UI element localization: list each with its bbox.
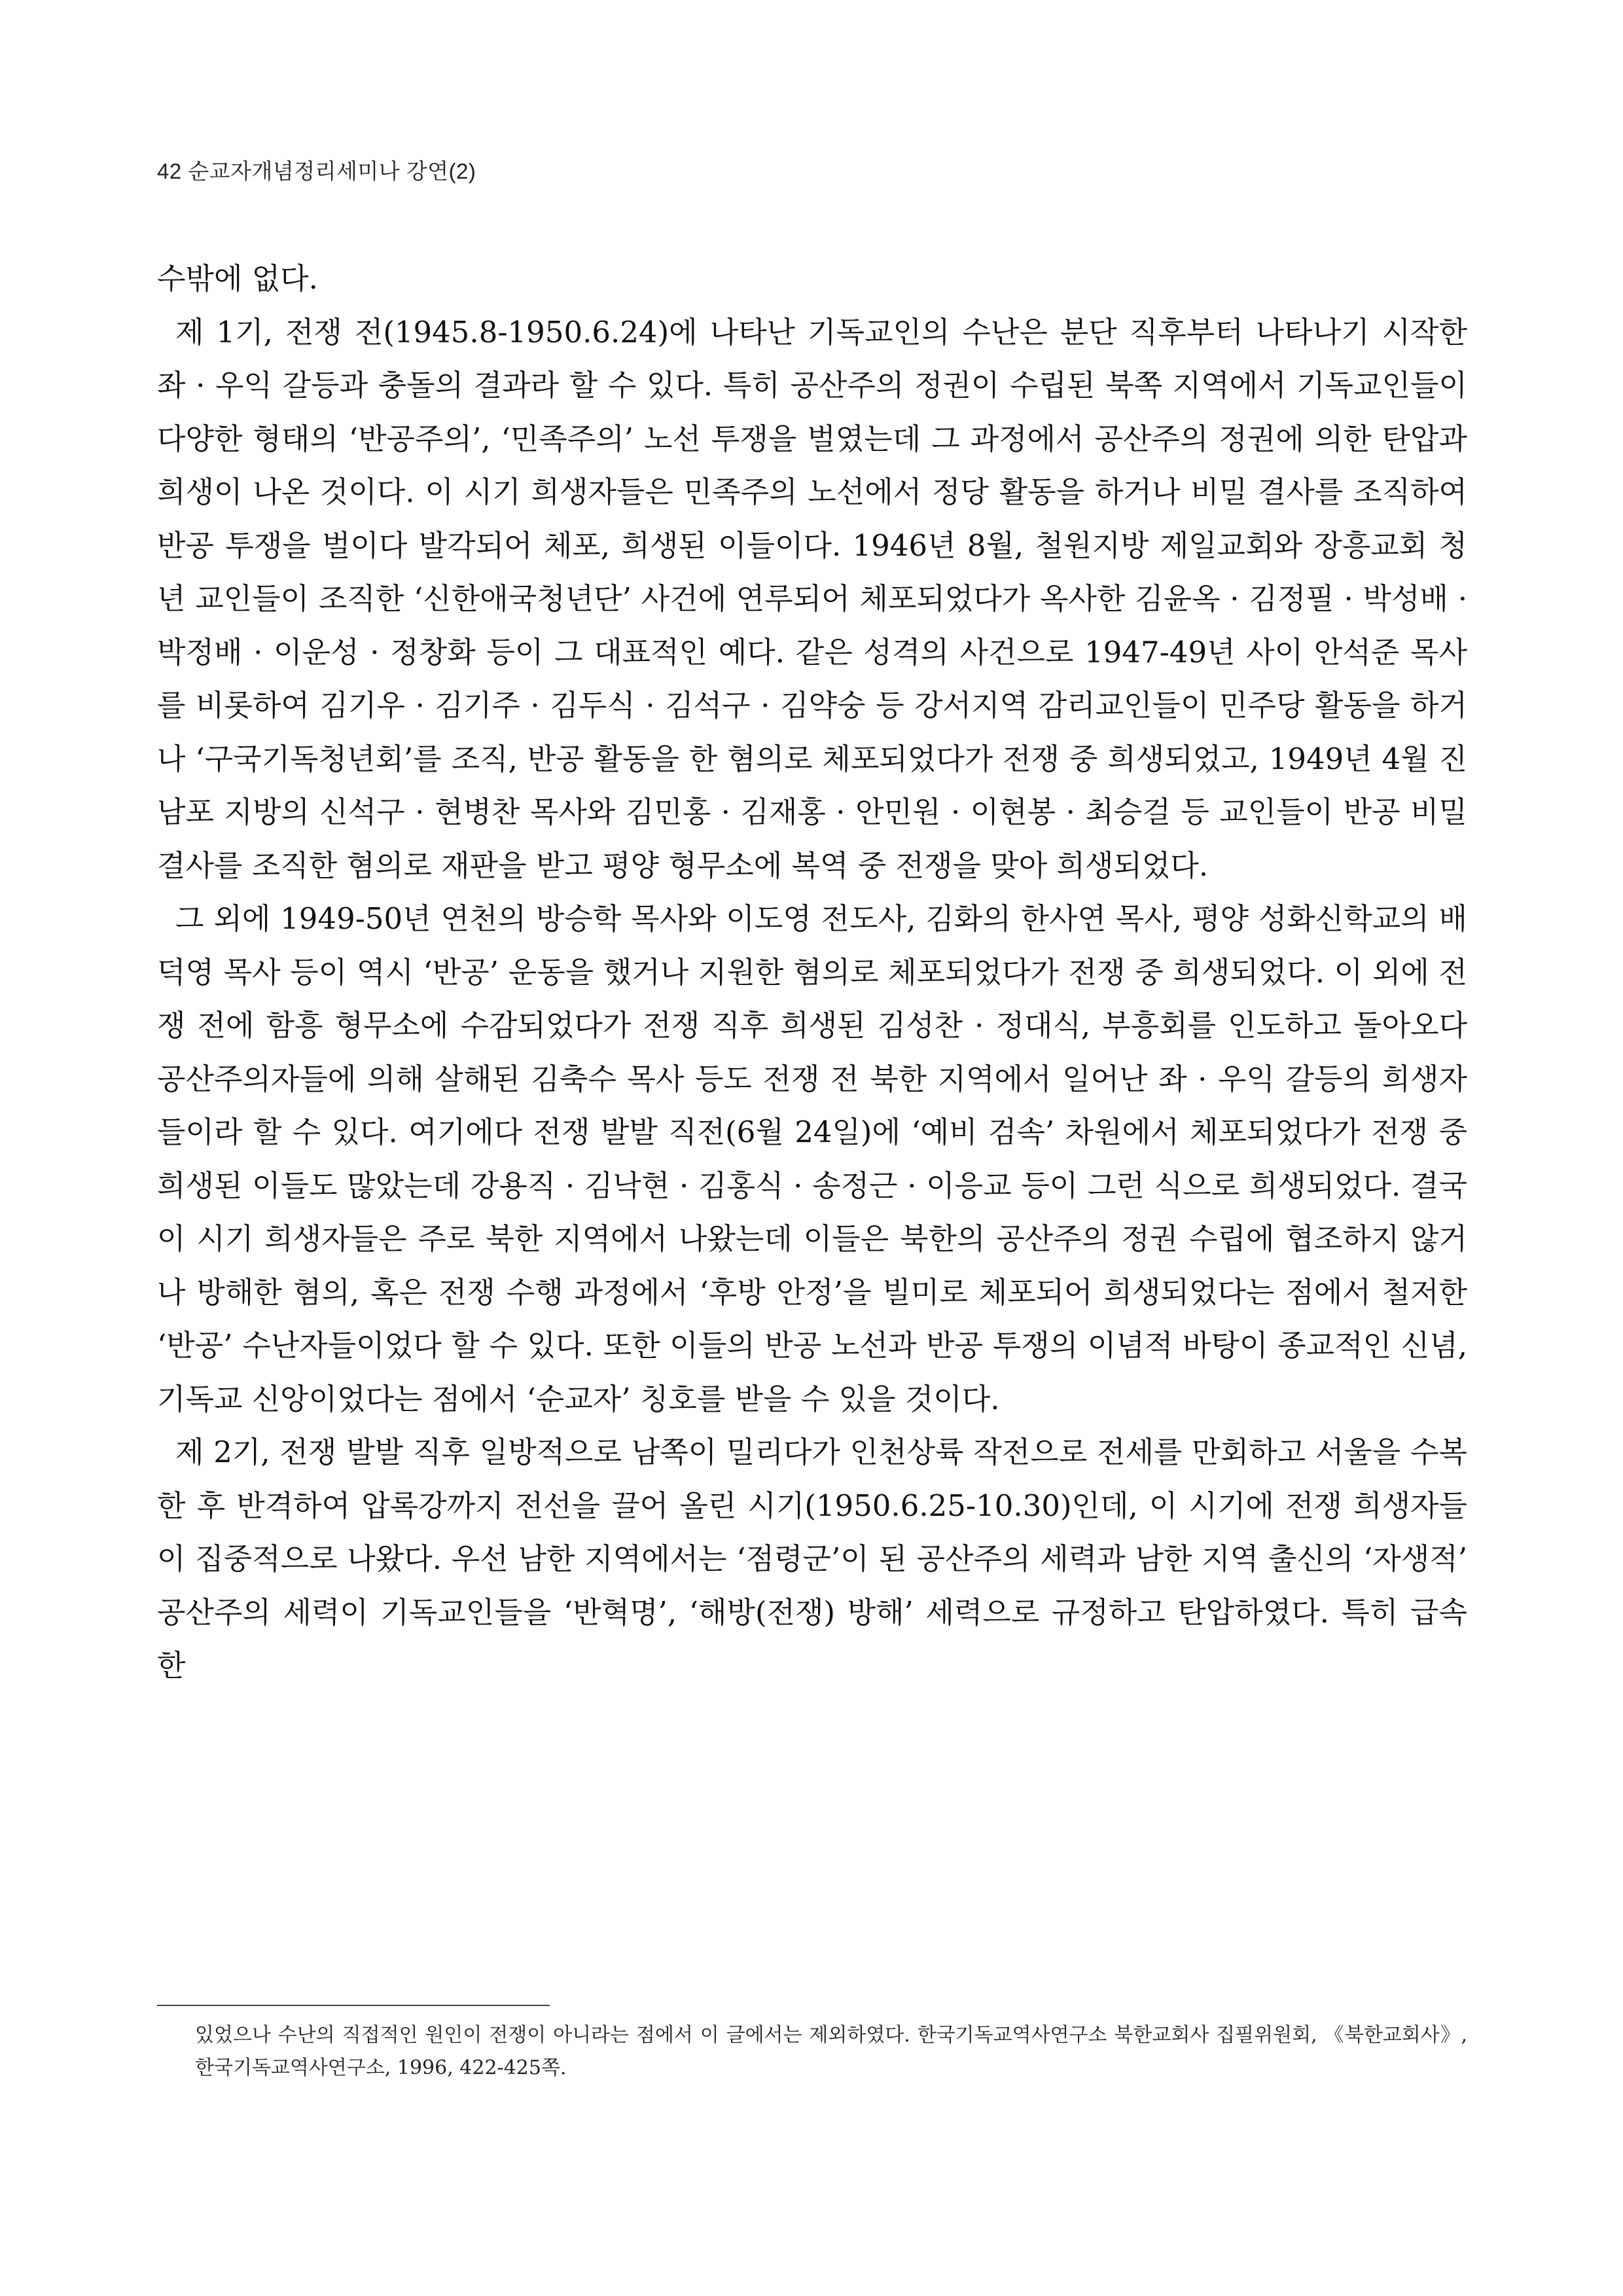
running-header: 42 순교자개념정리세미나 강연(2) bbox=[157, 159, 476, 183]
footnote-text: 있었으나 수난의 직접적인 원인이 전쟁이 아니라는 점에서 이 글에서는 제외하였다. 한국기독교역사연구소 북한교회사 집필위원회, 《북한교회사》, 한국기독교역사연구소, 1996, 422-425쪽. bbox=[195, 2024, 1467, 2079]
paragraph-period-1: 제 1기, 전쟁 전(1945.8-1950.6.24)에 나타난 기독교인의 수난은 분단 직후부터 나타나기 시작한 좌 · 우익 갈등과 충돌의 결과라 할 수 있다. 특히 공산주의 정권이 수립된 북쪽 지역에서 기독교인들이 다양한 형태의 ‘반공주의’, ‘민족주의’ 노선 투쟁을 벌였는데 그 과정에서 공산주의 정권에 의한 탄압과 희생이 나온 것이다. 이 시기 희생자들은 민족주의 노선에서 정당 활동을 하거나 비밀 결사를 조직하여 반공 투쟁을 벌이다 발각되어 체포, 희생된 이들이다. 1946년 8월, 철원지방 제일교회와 장흥교회 청년 교인들이 조직한 ‘신한애국청년단’ 사건에 연루되어 체포되었다가 옥사한 김윤옥 · 김정필 · 박성배 · 박정배 · 이운성 · 정창화 등이 그 대표적인 예다. 같은 성격의 사건으로 1947-49년 사이 안석준 목사를 비롯하여 김기우 · 김기주 · 김두식 · 김석구 · 김약숭 등 강서지역 감리교인들이 민주당 활동을 하거나 ‘구국기독청년회’를 조직, 반공 활동을 한 혐의로 체포되었다가 전쟁 중 희생되었고, 1949년 4월 진남포 지방의 신석구 · 현병찬 목사와 김민홍 · 김재홍 · 안민원 · 이현봉 · 최승걸 등 교인들이 반공 비밀결사를 조직한 혐의로 재판을 받고 평양 형무소에 복역 중 전쟁을 맞아 희생되었다. bbox=[157, 314, 1467, 883]
paragraph-period-2: 제 2기, 전쟁 발발 직후 일방적으로 남쪽이 밀리다가 인천상륙 작전으로 전세를 만회하고 서울을 수복한 후 반격하여 압록강까지 전선을 끌어 올린 시기(1950.6.25-10.30)인데, 이 시기에 전쟁 희생자들이 집중적으로 나왔다. 우선 남한 지역에서는 ‘점령군’이 된 공산주의 세력과 남한 지역 출신의 ‘자생적’ 공산주의 세력이 기독교인들을 ‘반혁명’, ‘해방(전쟁) 방해’ 세력으로 규정하고 탄압하였다. 특히 급속한 bbox=[157, 1435, 1468, 1683]
footnote bbox=[195, 2019, 1467, 2085]
paragraph-other-victims: 그 외에 1949-50년 연천의 방승학 목사와 이도영 전도사, 김화의 한사연 목사, 평양 성화신학교의 배덕영 목사 등이 역시 ‘반공’ 운동을 했거나 지원한 혐의로 체포되었다가 전쟁 중 희생되었다. 이 외에 전쟁 전에 함흥 형무소에 수감되었다가 전쟁 직후 희생된 김성찬 · 정대식, 부흥회를 인도하고 돌아오다 공산주의자들에 의해 살해된 김축수 목사 등도 전쟁 전 북한 지역에서 일어난 좌 · 우익 갈등의 희생자들이라 할 수 있다. 여기에다 전쟁 발발 직전(6월 24일)에 ‘예비 검속’ 차원에서 체포되었다가 전쟁 중 희생된 이들도 많았는데 강용직 · 김낙현 · 김홍식 · 송정근 · 이응교 등이 그런 식으로 희생되었다. 결국 이 시기 희생자들은 주로 북한 지역에서 나왔는데 이들은 북한의 공산주의 정권 수립에 협조하지 않거나 방해한 혐의, 혹은 전쟁 수행 과정에서 ‘후방 안정’을 빌미로 체포되어 희생되었다는 점에서 철저한 ‘반공’ 수난자들이었다 할 수 있다. 또한 이들의 반공 노선과 반공 투쟁의 이념적 바탕이 종교적인 신념, 기독교 신앙이었다는 점에서 ‘순교자’ 칭호를 받을 수 있을 것이다. bbox=[157, 901, 1467, 1416]
footnote-divider bbox=[157, 2005, 550, 2006]
paragraph-continuation: 수밖에 없다. bbox=[157, 261, 318, 296]
body-text bbox=[157, 252, 1467, 1693]
